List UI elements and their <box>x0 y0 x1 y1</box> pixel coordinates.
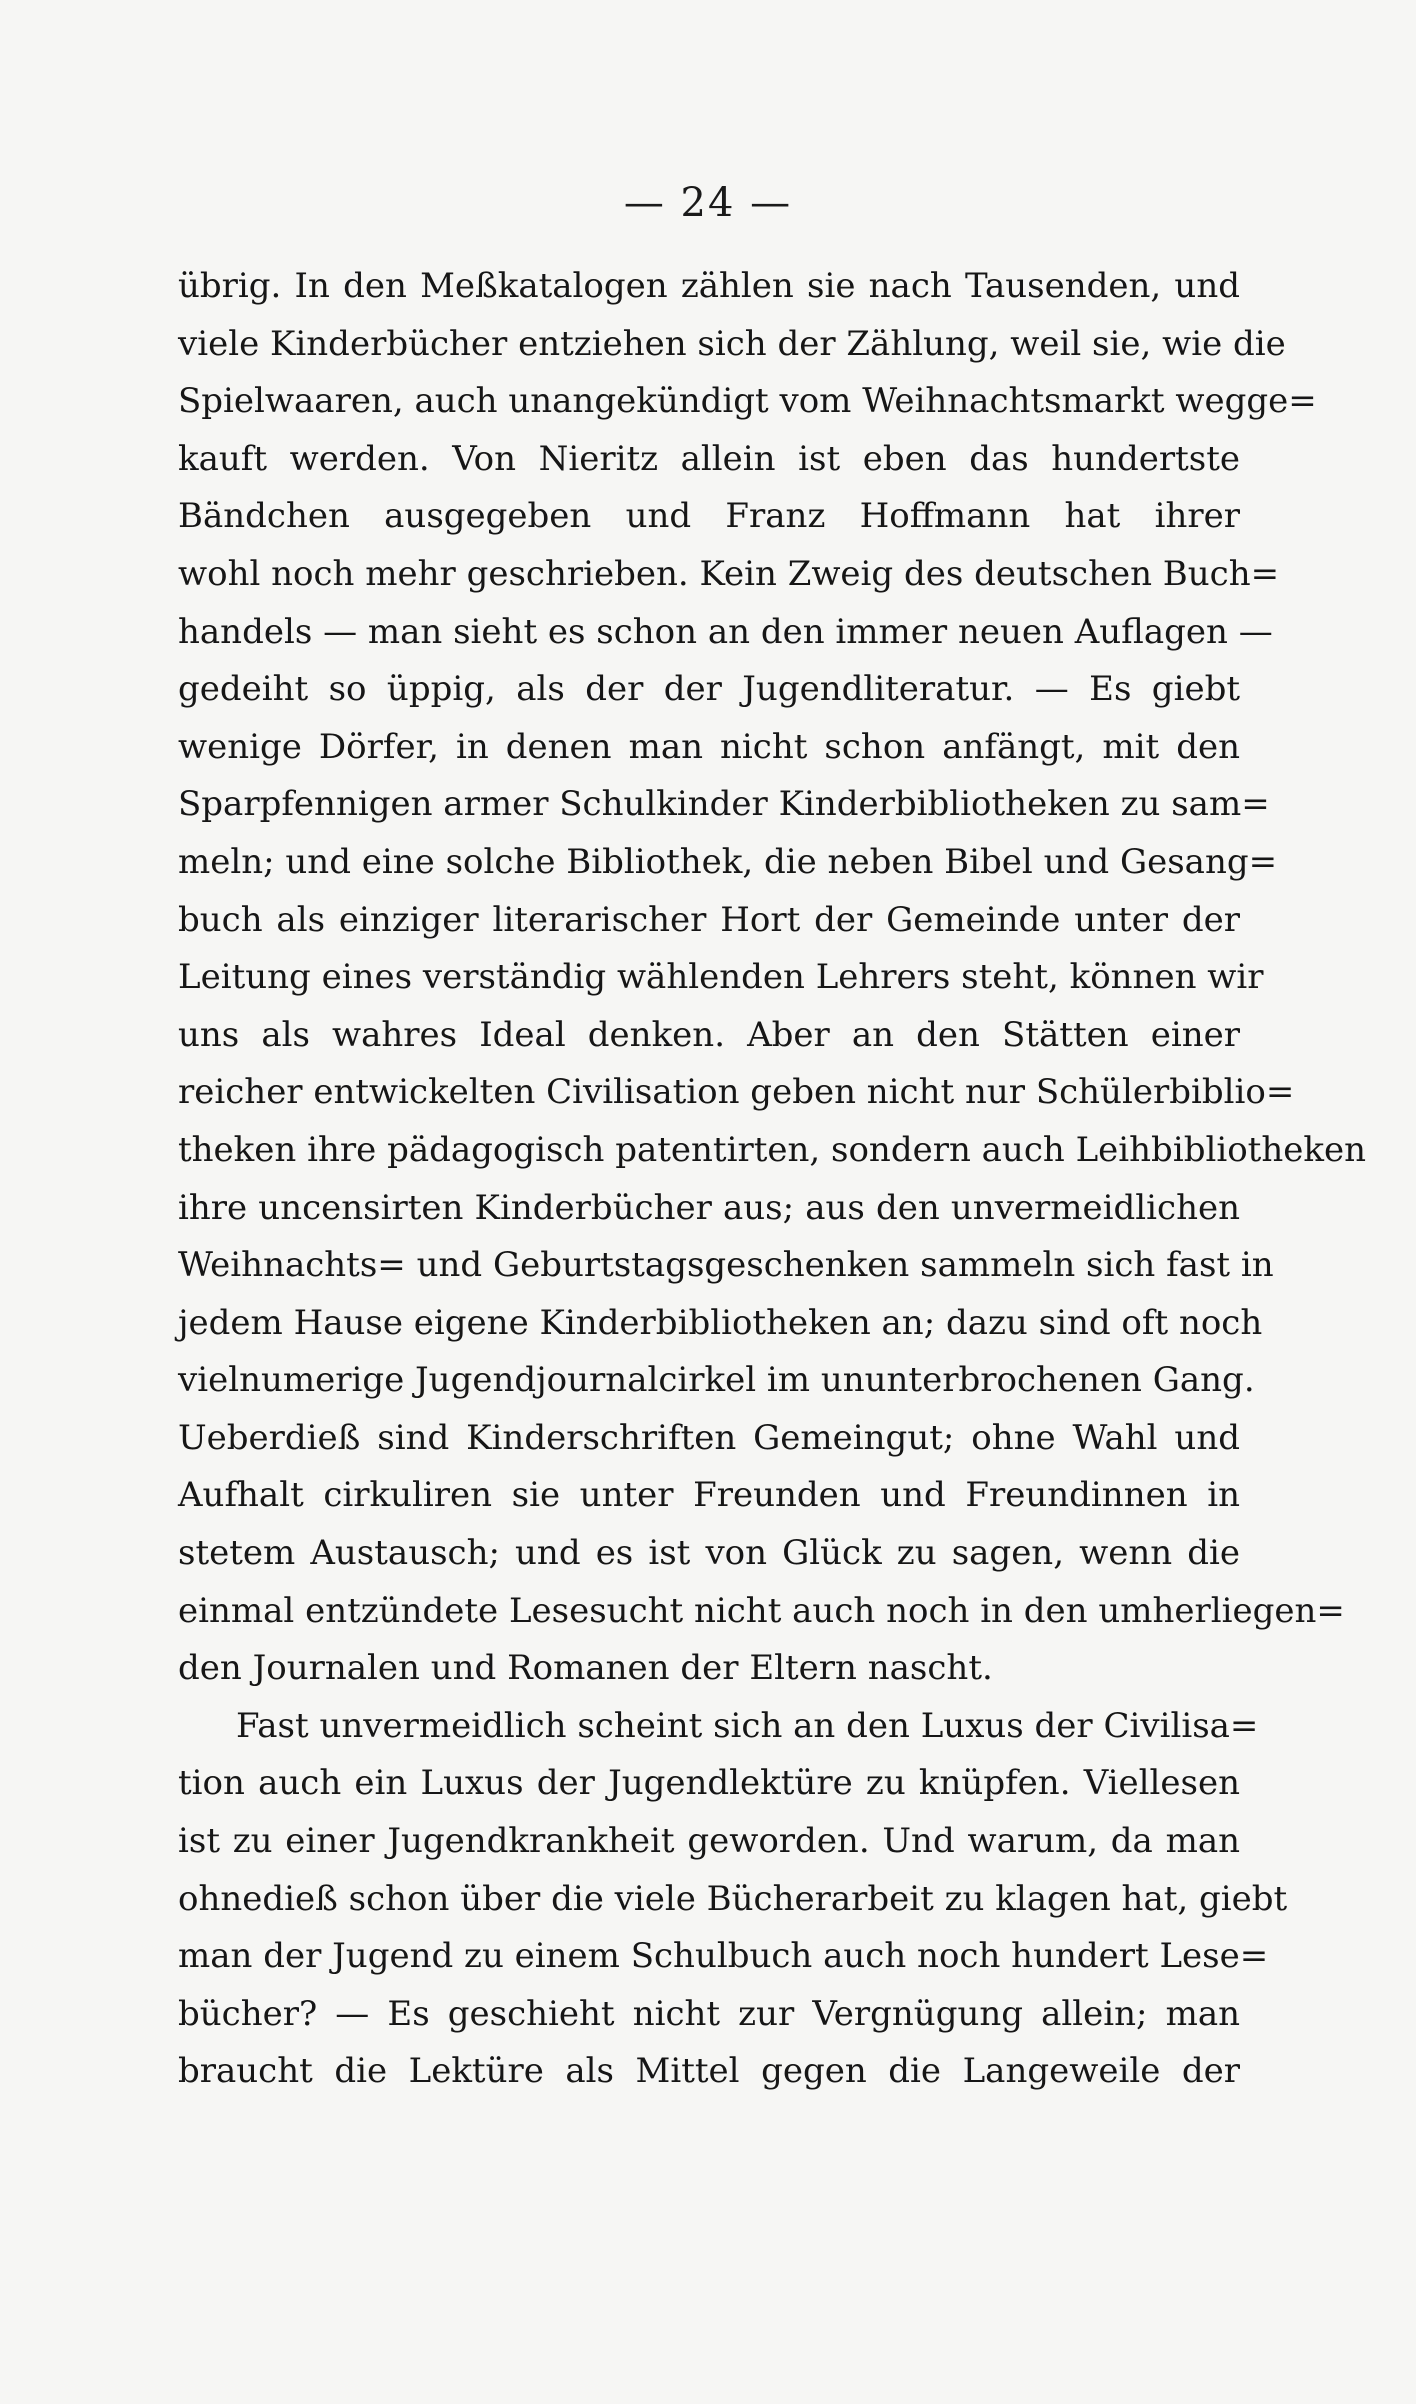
paragraph-1 <box>178 258 1366 1698</box>
text-line: ist zu einer Jugendkrankheit geworden. Und warum, da man <box>178 1821 1240 1862</box>
text-line: wohl noch mehr geschrieben. Kein Zweig des deutschen Buch= <box>178 553 1280 594</box>
text-line: Spielwaaren, auch unangekündigt vom Weihnachtsmarkt wegge= <box>178 381 1317 422</box>
text-line: ihre uncensirten Kinderbücher aus; aus den unvermeidlichen <box>178 1187 1240 1228</box>
text-line: gedeiht so üppig, als der der Jugendliteratur. — Es giebt <box>178 669 1240 710</box>
text-line: einmal entzündete Lesesucht nicht auch noch in den umherliegen= <box>178 1590 1345 1631</box>
text-line: reicher entwickelten Civilisation geben nicht nur Schülerbiblio= <box>178 1072 1295 1113</box>
text-line: tion auch ein Luxus der Jugendlektüre zu knüpfen. Viellesen <box>178 1763 1240 1804</box>
text-line: Fast unvermeidlich scheint sich an den Luxus der Civilisa= <box>236 1705 1259 1746</box>
text-line: Aufhalt cirkuliren sie unter Freunden und Freundinnen in <box>178 1475 1240 1516</box>
text-line: stetem Austausch; und es ist von Glück zu sagen, wenn die <box>178 1533 1240 1574</box>
text-line: meln; und eine solche Bibliothek, die neben Bibel und Gesang= <box>178 841 1278 882</box>
text-line: ohnedieß schon über die viele Bücherarbeit zu klagen hat, giebt <box>178 1878 1288 1919</box>
text-line: übrig. In den Meßkatalogen zählen sie nach Tausenden, und <box>178 266 1240 306</box>
text-line: Bändchen ausgegeben und Franz Hoffmann hat ihrer <box>178 496 1240 537</box>
text-line: Weihnachts= und Geburtstagsgeschenken sammeln sich fast in <box>178 1245 1274 1286</box>
text-line: jedem Hause eigene Kinderbibliotheken an; dazu sind oft noch <box>178 1302 1263 1343</box>
text-line: wenige Dörfer, in denen man nicht schon anfängt, mit den <box>178 726 1240 767</box>
text-line: kauft werden. Von Nieritz allein ist eben das hundertste <box>178 438 1240 479</box>
text-line: buch als einziger literarischer Hort der Gemeinde unter der <box>178 899 1240 940</box>
page-number: — 24 — <box>623 180 793 226</box>
text-line: viele Kinderbücher entziehen sich der Zählung, weil sie, wie die <box>178 323 1286 364</box>
text-line: den Journalen und Romanen der Eltern nascht. <box>178 1648 993 1689</box>
text-line: uns als wahres Ideal denken. Aber an den Stätten einer <box>178 1014 1240 1055</box>
text-line: theken ihre pädagogisch patentirten, sondern auch Leihbibliotheken <box>178 1129 1366 1170</box>
text-line: handels — man sieht es schon an den immer neuen Auflagen — <box>178 611 1273 652</box>
text-line: man der Jugend zu einem Schulbuch auch noch hundert Lese= <box>178 1936 1269 1977</box>
text-line: Sparpfennigen armer Schulkinder Kinderbibliotheken zu sam= <box>178 784 1270 825</box>
paragraph-2 <box>178 1698 1288 2101</box>
body-text <box>178 258 1366 2101</box>
text-line: vielnumerige Jugendjournalcirkel im ununterbrochenen Gang. <box>178 1360 1255 1401</box>
text-line: Ueberdieß sind Kinderschriften Gemeingut; ohne Wahl und <box>178 1417 1240 1458</box>
text-line: bücher? — Es geschieht nicht zur Vergnügung allein; man <box>178 1993 1240 2034</box>
text-line: Leitung eines verständig wählenden Lehrers steht, können wir <box>178 957 1264 998</box>
text-line: braucht die Lektüre als Mittel gegen die Langeweile der <box>178 2051 1240 2092</box>
